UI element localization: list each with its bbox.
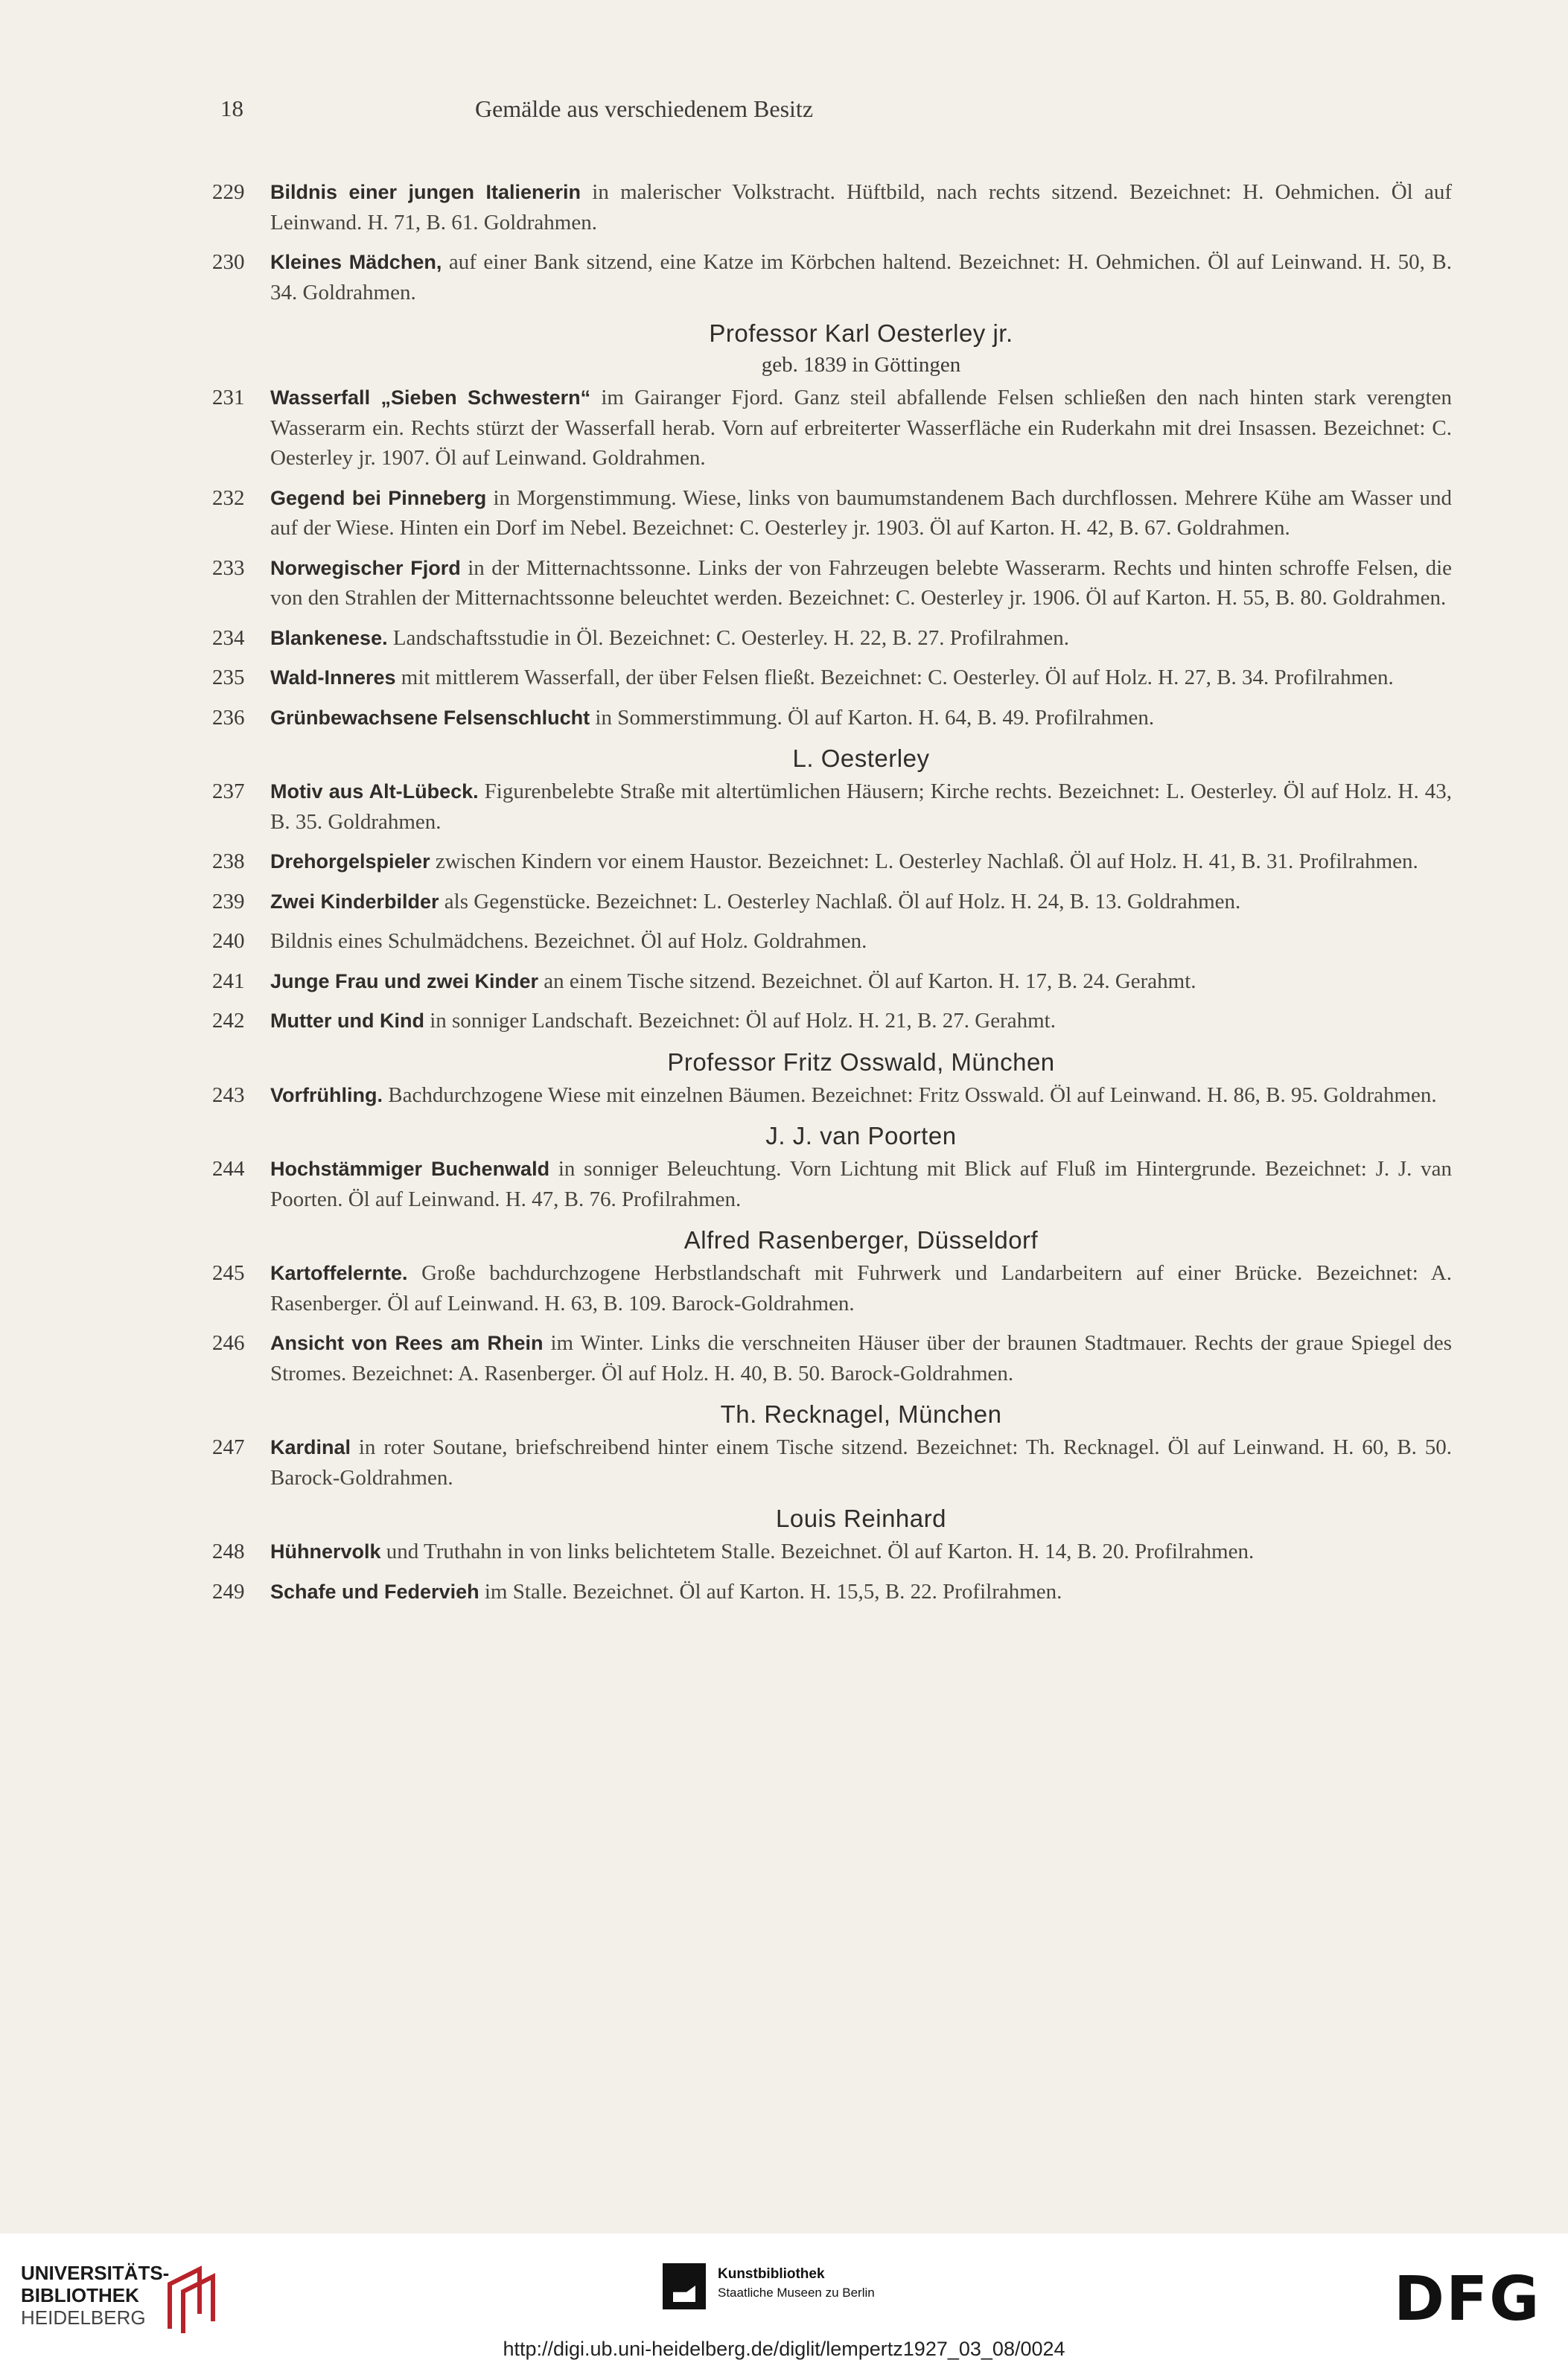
artwork-title: Junge Frau und zwei Kinder <box>270 969 539 992</box>
lot-number: 236 <box>212 705 245 730</box>
artist-heading: Louis Reinhard <box>776 1505 946 1532</box>
artwork-title: Mutter und Kind <box>270 1010 424 1032</box>
catalog-entry <box>212 1080 1452 1111</box>
catalog-entry <box>212 1432 1452 1493</box>
artwork-title: Vorfrühling. <box>270 1083 383 1106</box>
lot-number: 244 <box>212 1157 245 1181</box>
artwork-description: auf einer Bank sitzend, eine Katze im Körbchen haltend. Bezeichnet: H. Oehmichen. Öl auf Leinwand. H. 50, B. 34. Goldrahmen. <box>270 250 1452 304</box>
artwork-description: in Sommerstimmung. Öl auf Karton. H. 64, B. 49. Profilrahmen. <box>590 705 1155 730</box>
catalog-entry <box>212 623 1452 654</box>
artwork-title: Ansicht von Rees am Rhein <box>270 1332 544 1354</box>
catalog-entry <box>212 1328 1452 1388</box>
lot-number: 235 <box>212 666 245 689</box>
catalog-entry <box>212 483 1452 543</box>
lot-number: 237 <box>212 779 245 803</box>
library-emblem-icon <box>155 2262 237 2336</box>
artwork-description: Landschaftsstudie in Öl. Bezeichnet: C. Oesterley. H. 22, B. 27. Profilrahmen. <box>387 625 1070 650</box>
lot-number: 248 <box>212 1540 245 1563</box>
artwork-description: Große bachdurchzogene Herbstlandschaft mit Fuhrwerk und Landarbeitern auf einer Brücke. Bezeichnet: A. Rasenberger. Öl auf Leinwand. H. 63, B. 109. Barock-Goldrahmen. <box>270 1261 1452 1316</box>
artwork-title: Kardinal <box>270 1436 351 1458</box>
artist-heading: Th. Recknagel, München <box>720 1400 1002 1428</box>
catalog-entry <box>212 663 1452 693</box>
artwork-description: Bachdurchzogene Wiese mit einzelnen Bäumen. Bezeichnet: Fritz Osswald. Öl auf Leinwand. H. 86, B. 95. Goldrahmen. <box>382 1082 1437 1107</box>
artwork-title: Grünbewachsene Felsenschlucht <box>270 706 590 729</box>
catalog-entry <box>212 177 1452 237</box>
kunstbibliothek-logo[interactable] <box>663 2262 931 2321</box>
entry-group <box>212 177 1452 307</box>
artist-heading: Professor Fritz Osswald, München <box>667 1047 1055 1076</box>
running-head <box>216 95 1072 133</box>
catalog-entry <box>212 1006 1452 1036</box>
catalog-entry <box>212 776 1452 837</box>
artwork-title: Wald-Inneres <box>270 666 396 689</box>
entry-group <box>212 383 1452 733</box>
kunstbibliothek-subtitle: Staatliche Museen zu Berlin <box>718 2286 875 2300</box>
catalog-entry <box>212 846 1452 877</box>
artist-heading: J. J. van Poorten <box>765 1122 957 1149</box>
artist-heading: Professor Karl Oesterley jr. <box>709 319 1013 347</box>
artwork-title: Zwei Kinderbilder <box>270 890 439 913</box>
artwork-title: Bildnis einer jungen Italienerin <box>270 181 581 203</box>
artwork-title: Norwegischer Fjord <box>270 556 461 579</box>
lot-number: 240 <box>212 929 245 953</box>
artwork-title: Schafe und Federvieh <box>270 1580 479 1603</box>
entry-group <box>212 1080 1452 1111</box>
kunstbibliothek-mark-icon <box>663 2263 706 2309</box>
lot-number: 238 <box>212 849 245 873</box>
lot-number: 247 <box>212 1435 245 1459</box>
artwork-description: im Winter. Links die verschneiten Häuser über der braunen Stadtmauer. Rechts der graue Spiegel des Stromes. Bezeichnet: A. Rasenberger. Öl auf Holz. H. 40, B. 50. Barock-Goldrahmen. <box>270 1331 1452 1385</box>
artwork-description: und Truthahn in von links belichtetem Stalle. Bezeichnet. Öl auf Karton. H. 14, B. 20. Profilrahmen. <box>380 1540 1255 1563</box>
artwork-title: Drehorgelspieler <box>270 850 430 873</box>
lot-number: 232 <box>212 485 245 510</box>
artwork-description: im Stalle. Bezeichnet. Öl auf Karton. H. 15,5, B. 22. Profilrahmen. <box>479 1579 1062 1604</box>
entry-group <box>212 1537 1452 1607</box>
entry-group <box>212 1154 1452 1214</box>
artwork-title: Hochstämmiger Buchenwald <box>270 1158 550 1180</box>
catalog-entry <box>212 887 1452 917</box>
entry-group <box>212 776 1452 1036</box>
kunstbibliothek-name: Kunstbibliothek <box>718 2266 825 2282</box>
entry-group <box>212 1258 1452 1388</box>
artwork-description: in roter Soutane, briefschreibend hinter einem Tische sitzend. Bezeichnet: Th. Recknagel. Öl auf Leinwand. H. 60, B. 50. Barock-Goldrahmen. <box>270 1435 1452 1490</box>
artwork-description: zwischen Kindern vor einem Haustor. Bezeichnet: L. Oesterley Nachlaß. Öl auf Holz. H. 41, B. 31. Profilrahmen. <box>430 849 1418 873</box>
artwork-description: in Morgenstimmung. Wiese, links von baumumstandenem Bach durchflossen. Mehrere Kühe am Wasser und auf der Wiese. Hinten ein Dorf im Nebel. Bezeichnet: C. Oesterley jr. 1903. Öl auf Karton. H. 42, B. 67. Goldrahmen. <box>270 485 1453 540</box>
lot-number: 242 <box>212 1009 245 1033</box>
artwork-title: Motiv aus Alt-Lübeck. <box>270 780 479 803</box>
artist-birth-note: geb. 1839 in Göttingen <box>761 353 961 377</box>
catalog-entry <box>212 1537 1452 1567</box>
footer-bar <box>0 2233 1568 2363</box>
uni-logo-line: HEIDELBERG <box>21 2306 146 2329</box>
catalog-entry <box>212 1577 1452 1607</box>
lot-number: 229 <box>212 180 245 204</box>
lot-number: 249 <box>212 1579 245 1604</box>
artwork-title: Kartoffelernte. <box>270 1262 408 1284</box>
catalog-entry <box>212 926 1452 957</box>
artwork-description: in malerischer Volkstracht. Hüftbild, nach rechts sitzend. Bezeichnet: H. Oehmichen. Öl auf Leinwand. H. 71, B. 61. Goldrahmen. <box>270 180 1452 235</box>
uni-logo-line: BIBLIOTHEK <box>21 2284 139 2306</box>
artist-heading: L. Oesterley <box>792 744 930 772</box>
artwork-description: Figurenbelebte Straße mit altertümlichen Häusern; Kirche rechts. Bezeichnet: L. Oesterley. Öl auf Holz. H. 43, B. 35. Goldrahmen. <box>270 779 1452 834</box>
artwork-title: Blankenese. <box>270 626 388 649</box>
artwork-description: mit mittlerem Wasserfall, der über Felsen fließt. Bezeichnet: C. Oesterley. Öl auf Holz. H. 27, B. 34. Profilrahmen. <box>395 666 1394 689</box>
catalog-entry <box>212 966 1452 997</box>
lot-number: 246 <box>212 1331 245 1355</box>
catalog-entry <box>212 247 1452 307</box>
artwork-description: Bildnis eines Schulmädchens. Bezeichnet. Öl auf Holz. Goldrahmen. <box>270 929 867 953</box>
artwork-description: in der Mitternachtssonne. Links der von Fahrzeugen belebte Wasserarm. Rechts und hinten schroffe Felsen, die von den Strahlen der Mitternachtssonne beleuchtet werden. Bezeichnet: C. Oesterley jr. 1906. Öl auf Karton. H. 55, B. 80. Goldrahmen. <box>270 555 1452 610</box>
artwork-description: im Gairanger Fjord. Ganz steil abfallende Felsen schließen den nach hinten stark verengten Wasserarm ein. Rechts stürzt der Wasserfall herab. Vorn auf erbreiterter Wasserfläche ein Ruderkahn mit drei Insassen. Bezeichnet: C. Oesterley jr. 1907. Öl auf Leinwand. Goldrahmen. <box>270 386 1452 470</box>
artwork-title: Wasserfall „Sieben Schwestern“ <box>270 386 591 409</box>
artwork-description: in sonniger Landschaft. Bezeichnet: Öl auf Holz. H. 21, B. 27. Gerahmt. <box>424 1009 1056 1033</box>
artwork-description: in sonniger Beleuchtung. Vorn Lichtung mit Blick auf Fluß im Hintergrunde. Bezeichnet: J. J. van Poorten. Öl auf Leinwand. H. 47, B. 76. Profilrahmen. <box>270 1157 1452 1211</box>
lot-number: 233 <box>212 555 245 580</box>
lot-number: 231 <box>212 386 245 409</box>
artwork-title: Kleines Mädchen, <box>270 251 442 273</box>
catalog-entry <box>212 703 1452 733</box>
artwork-description: an einem Tische sitzend. Bezeichnet. Öl auf Karton. H. 17, B. 24. Gerahmt. <box>538 969 1196 993</box>
entry-group <box>212 1432 1452 1493</box>
uni-logo-line: UNIVERSITÄTS- <box>21 2262 170 2284</box>
source-url-link[interactable]: http://digi.ub.uni-heidelberg.de/diglit/lempertz1927_03_08/0024 <box>503 2338 1065 2360</box>
lot-number: 245 <box>212 1261 245 1285</box>
catalog-entry <box>212 1258 1452 1318</box>
dfg-logo[interactable]: DFG <box>1394 2264 1541 2335</box>
lot-number: 239 <box>212 889 245 913</box>
catalog-entry <box>212 1154 1452 1214</box>
artwork-title: Gegend bei Pinneberg <box>270 486 487 509</box>
page-number: 18 <box>220 95 243 121</box>
catalog-entry <box>212 553 1452 613</box>
lot-number: 234 <box>212 625 245 650</box>
catalog-entry <box>212 383 1452 473</box>
artwork-title: Hühnervolk <box>270 1540 381 1563</box>
header-title: Gemälde aus verschiedenem Besitz <box>474 95 814 122</box>
artwork-description: als Gegenstücke. Bezeichnet: L. Oesterley Nachlaß. Öl auf Holz. H. 24, B. 13. Goldrahmen. <box>439 889 1241 913</box>
lot-number: 243 <box>212 1082 245 1107</box>
lot-number: 241 <box>212 969 245 993</box>
lot-number: 230 <box>212 250 245 274</box>
catalog-body <box>212 177 1452 1616</box>
artist-heading: Alfred Rasenberger, Düsseldorf <box>683 1226 1039 1254</box>
